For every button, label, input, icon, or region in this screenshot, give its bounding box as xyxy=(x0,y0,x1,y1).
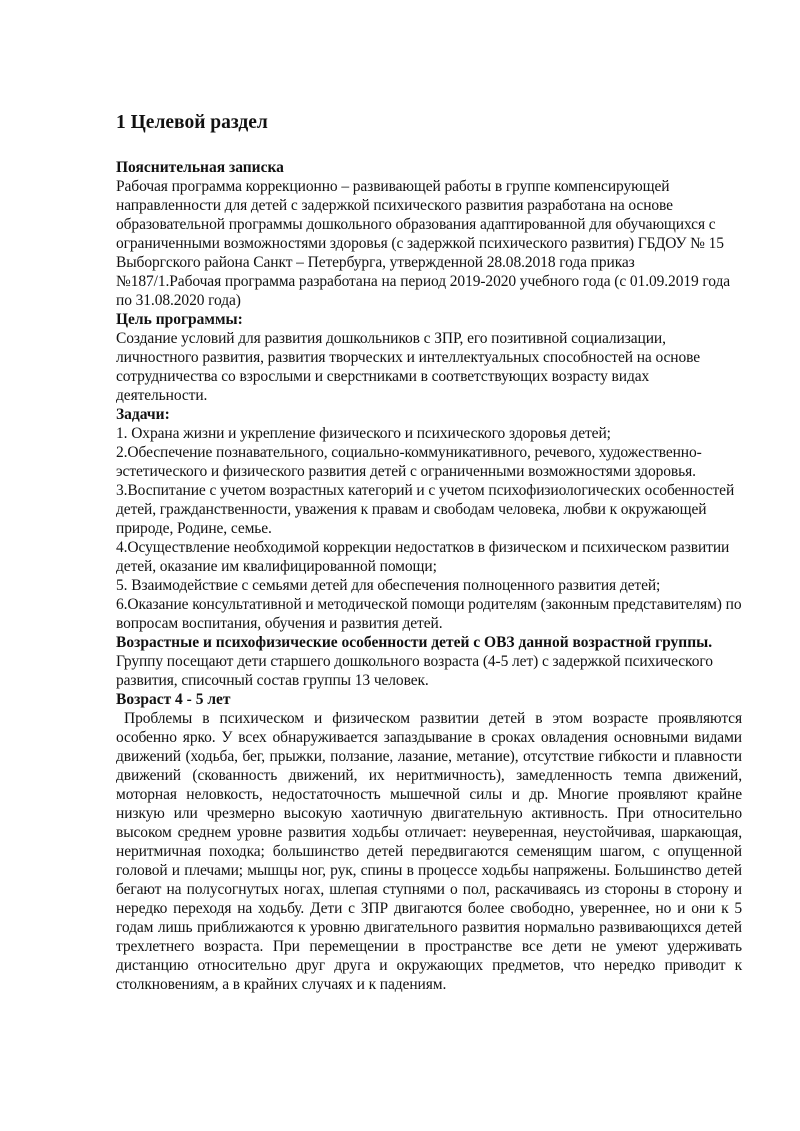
task-item: 1. Охрана жизни и укрепление физического и психического здоровья детей; xyxy=(116,425,611,442)
document-page xyxy=(116,110,742,994)
age-features-title: Возрастные и психофизические особенности детей с ОВЗ данной возрастной группы. xyxy=(116,634,713,651)
age-section-title: Возраст 4 - 5 лет xyxy=(116,691,231,708)
explanatory-note xyxy=(116,158,742,310)
task-item: 3.Воспитание с учетом возрастных категорий и с учетом психофизиологических особенностей детей, гражданственности, уважения к правам и свободам человека, любви к окружающей природе, Родине, семье. xyxy=(116,482,735,537)
goal-title: Цель программы: xyxy=(116,311,243,328)
goal-text: Создание условий для развития дошкольников с ЗПР, его позитивной социализации, личностного развития, развития творческих и интеллектуальных способностей на основе сотрудничества со взрослыми и сверстниками в соответствующих возрасту видах деятельности. xyxy=(116,330,701,404)
program-tasks xyxy=(116,405,742,633)
explanatory-title: Пояснительная записка xyxy=(116,159,284,176)
age-section-text: Проблемы в психическом и физическом развитии детей в этом возрасте проявляются особенно ярко. У всех обнаруживается запаздывание в сроках овладения основными видами движений (ходьба, бег, прыжки, ползание, лазание, метание), отсутствие гибкости и плавности движений (скованность движений, их неритмичность), замедленность темпа движений, моторная неловкость, недостаточность мышечной силы и др. Многие проявляют крайне низкую или чрезмерно высокую хаотичную двигательную активность. При относительно высоком среднем уровне развития ходьбы отличает: неуверенная, неустойчивая, шаркающая, неритмичная походка; большинство детей передвигаются семенящим шагом, с опущенной головой и плечами; мышцы ног, рук, спины в процессе ходьбы напряжены. Большинство детей бегают на полусогнутых ногах, шлепая ступнями о пол, раскачиваясь из стороны в сторону и нередко переходя на ходьбу. Дети с ЗПР двигаются более свободно, увереннее, но и они к 5 годам лишь приближаются к уровню двигательного развития нормально развивающихся детей трехлетнего возраста. При перемещении в пространстве все дети не умеют удерживать дистанцию относительно друг друга и окружающих предметов, что нередко приводит к столкновениям, а в крайних случаях и к падениям. xyxy=(116,710,742,993)
task-item: 2.Обеспечение познавательного, социально-коммуникативного, речевого, художественно-эстетического и физического развития детей с ограниченными возможностями здоровья. xyxy=(116,444,702,480)
task-item: 5. Взаимодействие с семьями детей для обеспечения полноценного развития детей; xyxy=(116,577,661,594)
age-features-text: Группу посещают дети старшего дошкольного возраста (4-5 лет) с задержкой психического развития, списочный состав группы 13 человек. xyxy=(116,653,713,689)
tasks-title: Задачи: xyxy=(116,406,170,423)
age-section xyxy=(116,690,742,994)
program-goal xyxy=(116,310,742,405)
task-item: 4.Осуществление необходимой коррекции недостатков в физическом и психическом развитии детей, оказание им квалифицированной помощи; xyxy=(116,539,730,575)
age-features xyxy=(116,633,742,690)
section-heading: 1 Целевой раздел xyxy=(116,112,268,133)
explanatory-text: Рабочая программа коррекционно – развивающей работы в группе компенсирующей направленности для детей с задержкой психического развития разработана на основе образовательной программы дошкольного образования адаптированной для обучающихся с ограниченными возможностями здоровья (с задержкой психического развития) ГБДОУ № 15 Выборгского района Санкт – Петербурга, утвержденной 28.08.2018 года приказ №187/1.Рабочая программа разработана на период 2019-2020 учебного года (с 01.09.2019 года по 31.08.2020 года) xyxy=(116,178,731,309)
task-item: 6.Оказание консультативной и методической помощи родителям (законным представителям) по вопросам воспитания, обучения и развития детей. xyxy=(116,596,742,632)
